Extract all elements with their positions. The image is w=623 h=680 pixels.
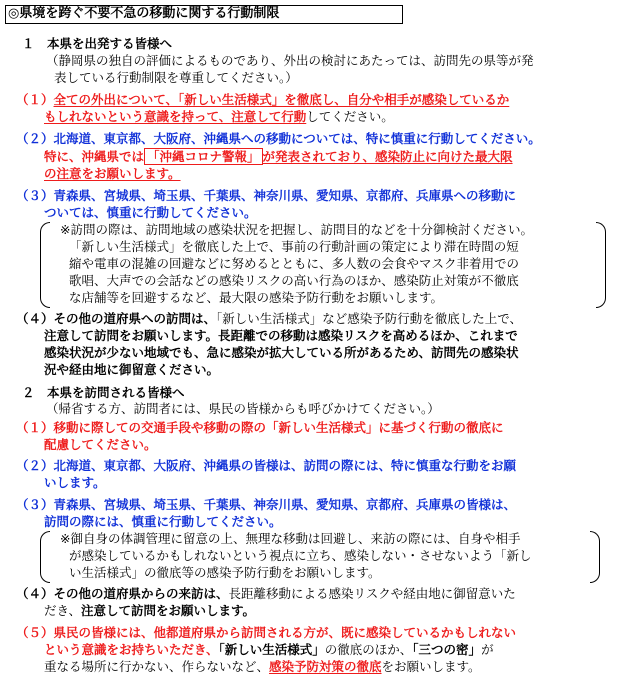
s2-item1-line2: 配慮してください。 <box>44 437 157 452</box>
s2-item3-line1 <box>16 497 516 513</box>
page-title: ◎県境を跨ぐ不要不急の移動に関する行動制限 <box>8 6 280 21</box>
s2-item5-text3b: 感染予防対策の徹底 <box>269 659 382 674</box>
s2-note-bracket-right <box>590 531 600 583</box>
s1-item2-line1 <box>16 131 541 147</box>
s1-item2-line3: の注意をお願いします。 <box>44 166 181 181</box>
s1-item4-text1a: その他の道府県への訪問は、 <box>53 311 217 326</box>
s2-item5-text1: 県民の皆様には、他都道府県から訪問される方が、既に感染しているかもしれない <box>53 625 517 640</box>
s2-item1-num: （１） <box>16 420 54 435</box>
s1-item2-text2c: が発表されており、感染防止に向けた最大限 <box>262 149 513 164</box>
s1-item3-note-line1: ※訪問の際は、訪問地域の感染状況を把握し、訪問目的などを十分御検討ください。 <box>60 222 533 237</box>
section2-note: （帰省する方、訪問者には、県民の皆様からも呼びかけてください。） <box>46 401 440 416</box>
s2-item4-line2 <box>44 603 255 619</box>
s2-item1-text1: 移動に際しての交通手段や移動の際の「新しい生活様式」に基づく行動の徹底に <box>53 420 504 435</box>
s2-item5-text3c: をお願いします。 <box>381 659 481 674</box>
s2-item2-num: （２） <box>16 458 54 473</box>
s1-item3-note-line2: 「新しい生活様式」を徹底した上で、事前の行動計画の策定により滞在時間の短 <box>69 239 519 254</box>
s2-item2-text1: 北海道、東京都、大阪府、沖縄県の皆様は、訪問の際には、特に慎重な行動をお願 <box>53 458 517 473</box>
s2-item2-line2: いします。 <box>44 475 106 490</box>
s2-item3-text1: 青森県、宮城県、埼玉県、千葉県、神奈川県、愛知県、京都府、兵庫県の皆様は、 <box>53 497 517 512</box>
s2-item4-num: （４） <box>16 586 54 601</box>
s2-item3-num: （３） <box>16 497 54 512</box>
s1-item4-text1b: 「新しい生活様式」など感染予防行動を徹底した上で、 <box>216 311 523 326</box>
s1-item2-text1: 北海道、東京都、大阪府、沖縄県への移動については、特に慎重に行動してください。 <box>53 131 541 146</box>
s2-item5-line2 <box>44 642 494 658</box>
s2-item5-text2d: 「三つの密」 <box>412 642 482 657</box>
s1-item2-text2a: 特に、沖縄県では <box>44 149 145 164</box>
s2-item5-text2c: の徹底のほか、 <box>324 642 413 657</box>
s2-item4-line1 <box>16 586 516 602</box>
s2-item4-text1b: 長距離移動による感染リスクや経由地に御留意いた <box>228 586 516 601</box>
s2-note-bracket-left <box>40 531 50 583</box>
s1-item4-num: （４） <box>16 311 54 326</box>
section1-note-line1: （静岡県の独自の評価によるものであり、外出の検討にあたっては、訪問先の県等が発 <box>46 53 534 68</box>
s1-item1-text2: もしれないという意識を持って、注意して行動 <box>44 109 307 124</box>
s1-note-bracket-left <box>40 222 50 308</box>
s2-item4-text2b: 注意して訪問をお願いします。 <box>81 603 256 618</box>
s2-item1-line1 <box>16 420 504 436</box>
s2-item2-line1 <box>16 458 516 474</box>
section2-heading: ２ 本県を訪問される皆様へ <box>22 385 185 400</box>
s2-item5-num: （５） <box>16 625 54 640</box>
section1-note-line2: 表している行動制限を尊重してください。） <box>54 70 298 85</box>
s1-item3-line2: ついては、慎重に行動してください。 <box>44 205 257 220</box>
s2-item3-note-line3: い生活様式」の徹底等の感染予防行動をお願いします。 <box>69 565 381 580</box>
s1-item4-line3: 感染状況が少ない地域でも、急に感染が拡大している所があるため、訪問先の感染状 <box>44 345 519 360</box>
s1-item3-note-line5: な店舗等を回避するなど、最大限の感染予防行動をお願いします。 <box>69 290 444 305</box>
s1-item2-num: （２） <box>16 131 54 146</box>
s1-item3-line1 <box>16 188 516 204</box>
s1-item1-line2 <box>44 109 394 125</box>
s1-note-bracket-right <box>596 222 606 308</box>
s2-item5-text2a: という意識をお持ちいただき、 <box>44 642 219 657</box>
s1-item4-line2: 注意して訪問をお願いします。長距離での移動は感染リスクを高めるほか、これまで <box>44 328 518 343</box>
s1-item1-tail: してください。 <box>306 109 394 124</box>
s1-item1-text1: 全ての外出について、「新しい生活様式」を徹底し、自分や相手が感染しているか <box>53 92 510 107</box>
s2-item5-text2b: 「新しい生活様式」 <box>218 642 325 657</box>
okinawa-alert-label: 「沖縄コロナ警報」 <box>144 148 263 165</box>
s2-item3-note-line2: が感染しているかもしれないという視点に立ち、感染しない・させないよう「新し <box>69 548 532 563</box>
s1-item1-line1 <box>16 92 509 108</box>
s1-item4-line4: 況や経由地に御留意ください。 <box>44 362 220 377</box>
section1-heading: １ 本県を出発する皆様へ <box>22 36 173 51</box>
s1-item4-line1 <box>16 311 522 327</box>
s1-item1-num: （１） <box>16 92 54 107</box>
s2-item3-line2: 訪問の際には、慎重に行動してください。 <box>44 514 282 529</box>
s2-item5-text3a: 重なる場所に行かない、作らないなど、 <box>44 659 270 674</box>
s1-item3-note-line4: 歌唱、大声での会話などの感染リスクの高い行為のほか、感染防止対策が不徹底 <box>69 273 519 288</box>
s2-item5-line3 <box>44 659 481 675</box>
s1-item3-note-line3: 縮や電車の混雑の回避などに努めるとともに、多人数の会食やマスク非着用での <box>69 256 520 271</box>
s2-item4-text2a: だき、 <box>44 603 82 618</box>
s1-item3-text1: 青森県、宮城県、埼玉県、千葉県、神奈川県、愛知県、京都府、兵庫県への移動に <box>53 188 517 203</box>
s1-item2-line2 <box>44 149 513 165</box>
s2-item4-text1a: その他の道府県からの来訪は、 <box>53 586 229 601</box>
s2-item5-text2e: が <box>481 642 494 657</box>
s2-item5-line1 <box>16 625 516 641</box>
s1-item3-num: （３） <box>16 188 54 203</box>
s2-item3-note-line1: ※御自身の体調管理に留意の上、無理な移動は回避し、来訪の際には、自身や相手 <box>60 531 521 546</box>
